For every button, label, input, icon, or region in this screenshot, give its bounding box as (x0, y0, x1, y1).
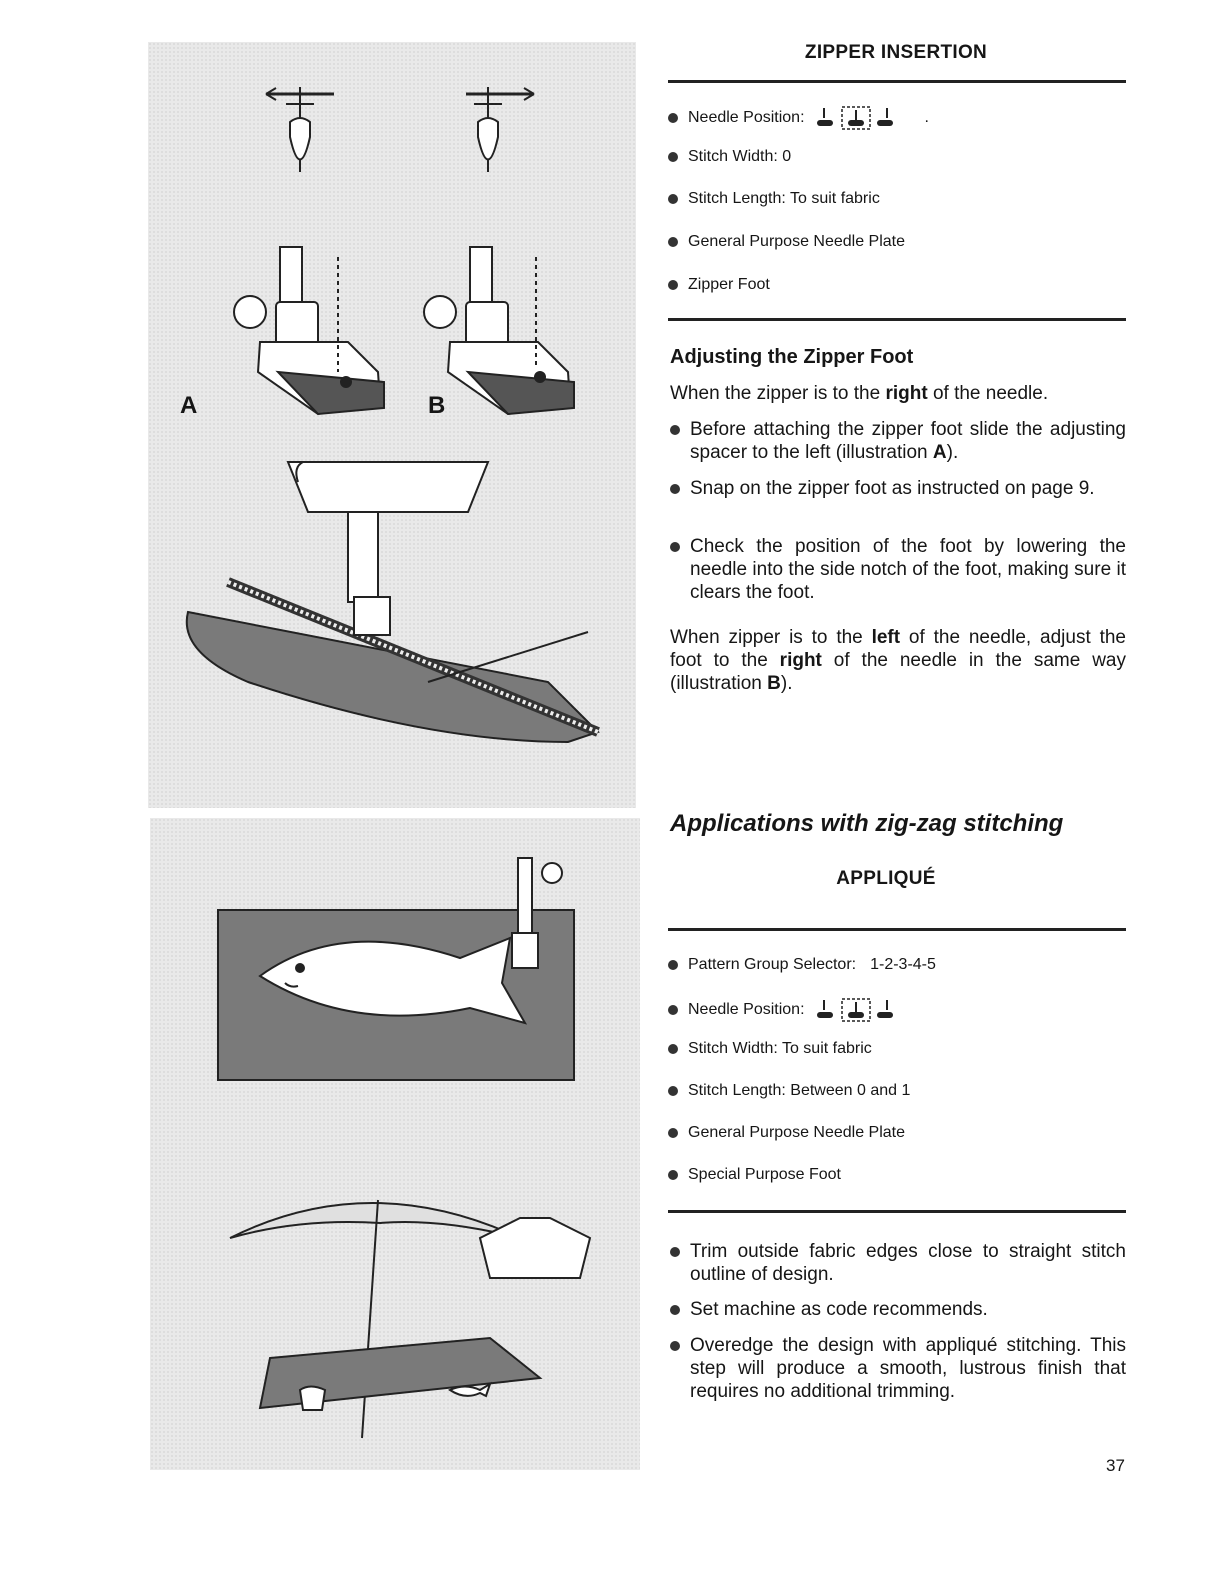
spec-value: 1-2-3-4-5 (870, 956, 936, 973)
para-text: of the needle, adjust the foot to the (670, 627, 1126, 671)
illustration-label-a: A (180, 392, 198, 419)
bullet-dot (668, 280, 678, 290)
applique-bullet-1 (670, 1240, 1126, 1286)
zipper-spec-foot (668, 276, 770, 294)
bullet-dot (668, 194, 678, 204)
zipper-bullet-1 (670, 418, 1126, 464)
zipper-spec-needle-plate (668, 233, 905, 251)
zipper-spec-stitch-width (668, 148, 791, 166)
intro-text-end: of the needle. (927, 383, 1049, 404)
spec-label: General Purpose Needle Plate (688, 233, 906, 250)
applique-spec-needle-position (668, 998, 901, 1022)
bullet-dot (670, 542, 680, 552)
spec-label: Stitch Width: To suit fabric (688, 1040, 872, 1057)
para-emph: left (871, 627, 901, 648)
applique-illustration (150, 818, 640, 1470)
zipper-insertion-title: ZIPPER INSERTION (804, 42, 988, 63)
para-emph: right (779, 650, 822, 671)
applique-title: APPLIQUÉ (836, 868, 936, 889)
zipper-foot-illustration (148, 42, 636, 808)
para-text: of the needle in the same way (illustration (670, 650, 1126, 694)
bullet-dot (670, 1247, 680, 1257)
bullet-dot (668, 1086, 678, 1096)
applique-spec-needle-plate (668, 1124, 905, 1142)
applique-rule (668, 1210, 1126, 1213)
top-rule (668, 80, 1126, 83)
zipper-spec-stitch-length (668, 190, 880, 208)
needle-position-icon (815, 106, 901, 130)
page-number: 37 (1106, 1456, 1125, 1475)
bullet-text-end: ). (946, 442, 959, 463)
zipper-bullet-3 (670, 535, 1126, 604)
applique-spec-foot (668, 1166, 841, 1184)
illustration-label-b: B (428, 392, 446, 419)
applique-spec-stitch-width (668, 1040, 872, 1058)
spec-suffix: . (924, 109, 929, 126)
needle-position-icon (815, 998, 901, 1022)
applique-bullet-2 (670, 1298, 1126, 1321)
spec-label: Needle Position: (688, 109, 805, 126)
bullet-dot (668, 237, 678, 247)
bullet-dot (668, 113, 678, 123)
bullet-text: Trim outside fabric edges close to straight stitch outline of design. (690, 1241, 1126, 1285)
applique-spec-pattern-group (668, 956, 936, 974)
para-text: ). (780, 673, 793, 694)
applications-title: Applications with zig-zag stitching (670, 810, 1064, 837)
spec-label: Pattern Group Selector: (688, 956, 857, 973)
intro-text: When the zipper is to the (670, 383, 886, 404)
bullet-dot (670, 1305, 680, 1315)
bullet-dot (668, 1044, 678, 1054)
applique-top-rule (668, 928, 1126, 931)
spec-label: Needle Position: (688, 1001, 805, 1018)
spec-label: Zipper Foot (688, 276, 770, 293)
bullet-dot (670, 1341, 680, 1351)
zipper-bullet-2 (670, 477, 1126, 500)
bullet-text: Overedge the design with appliqué stitching. This step will produce a smooth, lustrous finish that requires no additional trimming. (690, 1335, 1126, 1402)
adjust-heading: Adjusting the Zipper Foot (670, 346, 914, 368)
bullet-dot (668, 1170, 678, 1180)
bullet-text: Before attaching the zipper foot slide the adjusting spacer to the left (illustration (690, 419, 1126, 463)
bullet-dot (668, 1128, 678, 1138)
para-emph: B (767, 673, 781, 694)
bullet-dot (668, 960, 678, 970)
zipper-rule (668, 318, 1126, 321)
bullet-text: Snap on the zipper foot as instructed on page 9. (690, 478, 1095, 499)
bullet-text: Check the position of the foot by lowering the needle into the side notch of the foot, making sure it clears the foot. (690, 536, 1126, 603)
applique-illustration-panel (150, 818, 640, 1470)
zipper-illustration-panel (148, 42, 636, 808)
spec-label: General Purpose Needle Plate (688, 1124, 906, 1141)
bullet-dot (668, 1005, 678, 1015)
spec-label: Stitch Width: 0 (688, 148, 792, 165)
para-text: When zipper is to the (670, 627, 872, 648)
intro-emph: right (885, 383, 928, 404)
zipper-spec-needle-position (668, 106, 929, 130)
bullet-dot (668, 152, 678, 162)
bullet-text: Set machine as code recommends. (690, 1299, 988, 1320)
spec-label: Stitch Length: Between 0 and 1 (688, 1082, 911, 1099)
spec-label: Stitch Length: To suit fabric (688, 190, 880, 207)
spec-label: Special Purpose Foot (688, 1166, 841, 1183)
zipper-intro (670, 382, 1126, 405)
applique-bullet-3 (670, 1334, 1126, 1403)
bullet-emph: A (932, 442, 947, 463)
bullet-dot (670, 484, 680, 494)
zipper-left-paragraph (670, 626, 1126, 695)
bullet-dot (670, 425, 680, 435)
applique-spec-stitch-length (668, 1082, 910, 1100)
